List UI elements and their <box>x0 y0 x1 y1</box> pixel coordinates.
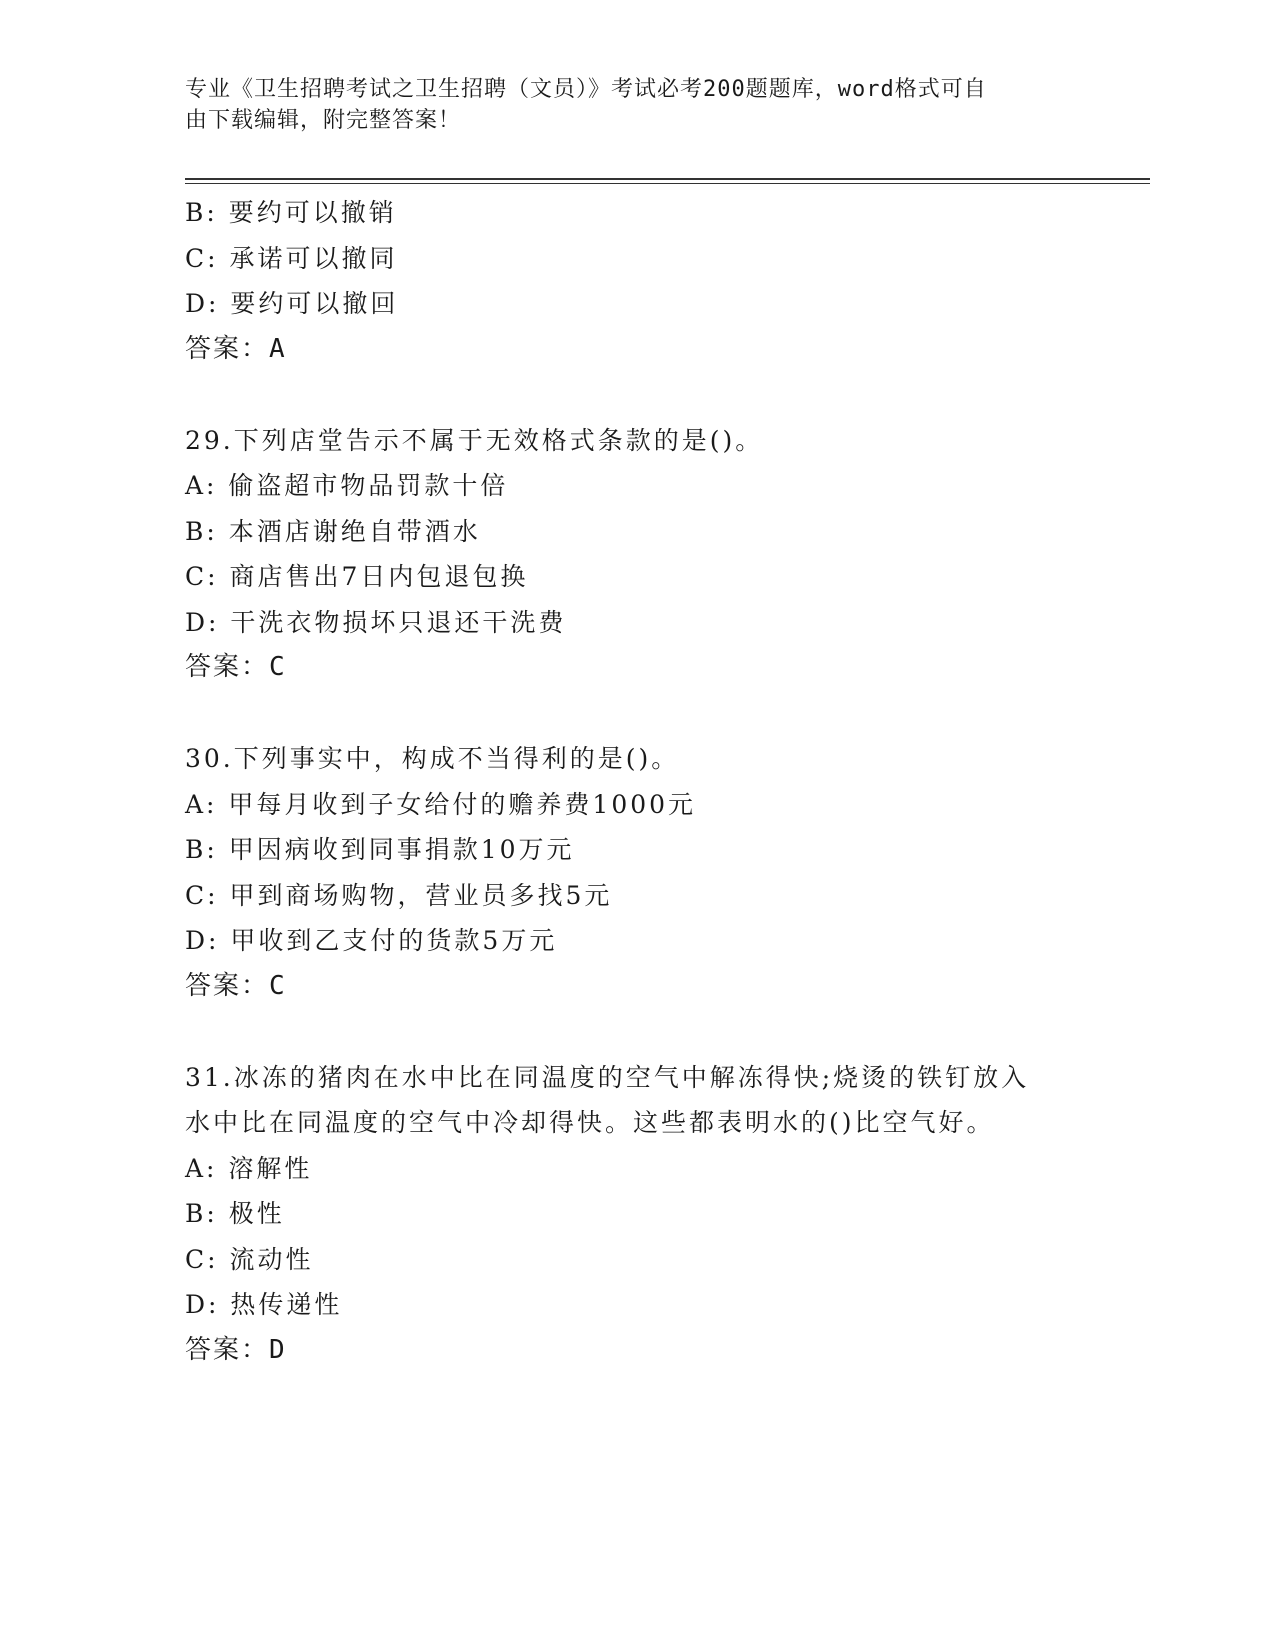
question-gap <box>185 372 1085 418</box>
prev-question-block <box>185 190 1085 372</box>
header-divider-thick <box>185 178 1150 180</box>
question-gap <box>185 1009 1085 1055</box>
question-stem: 29.下列店堂告示不属于无效格式条款的是()。 <box>185 425 764 455</box>
header-line-2: 由下载编辑，附完整答案！ <box>185 108 462 133</box>
answer-line: 答案：D <box>185 1334 287 1365</box>
document-header <box>185 74 1065 136</box>
answer-line: 答案：C <box>185 970 287 1001</box>
question-block-30 <box>185 736 1085 1009</box>
question-gap <box>185 691 1085 737</box>
question-list <box>185 190 1085 1373</box>
option-b: B: 极性 <box>185 1199 285 1228</box>
header-divider-thin <box>185 183 1150 184</box>
question-block-29 <box>185 418 1085 691</box>
option-a: A: 溶解性 <box>185 1153 313 1183</box>
answer-line: 答案：A <box>185 333 287 364</box>
option-d: D: 干洗衣物损坏只退还干洗费 <box>185 607 567 637</box>
question-stem-line-1: 31.冰冻的猪肉在水中比在同温度的空气中解冻得快;烧烫的铁钉放入 <box>185 1062 1030 1092</box>
question-stem: 30.下列事实中，构成不当得利的是()。 <box>185 744 680 773</box>
option-d: D: 要约可以撤回 <box>185 289 399 318</box>
option-a: A: 偷盗超市物品罚款十倍 <box>185 471 509 500</box>
option-c: C: 商店售出7日内包退包换 <box>185 562 529 591</box>
option-b: B: 要约可以撤销 <box>185 198 397 227</box>
option-b: B: 甲因病收到同事捐款10万元 <box>185 835 575 864</box>
option-c: C: 甲到商场购物，营业员多找5元 <box>185 880 613 910</box>
header-line-1: 专业《卫生招聘考试之卫生招聘（文员）》考试必考200题题库，word格式可自 <box>185 77 987 102</box>
option-b: B: 本酒店谢绝自带酒水 <box>185 516 481 546</box>
question-block-31 <box>185 1055 1085 1374</box>
option-a: A: 甲每月收到子女给付的赡养费1000元 <box>185 789 697 819</box>
option-d: D: 甲收到乙支付的货款5万元 <box>185 926 558 955</box>
option-c: C: 流动性 <box>185 1244 314 1274</box>
option-d: D: 热传递性 <box>185 1290 343 1319</box>
question-stem-line-2: 水中比在同温度的空气中冷却得快。这些都表明水的()比空气好。 <box>185 1108 995 1137</box>
answer-line: 答案：C <box>185 652 287 682</box>
option-c: C: 承诺可以撤同 <box>185 243 398 273</box>
